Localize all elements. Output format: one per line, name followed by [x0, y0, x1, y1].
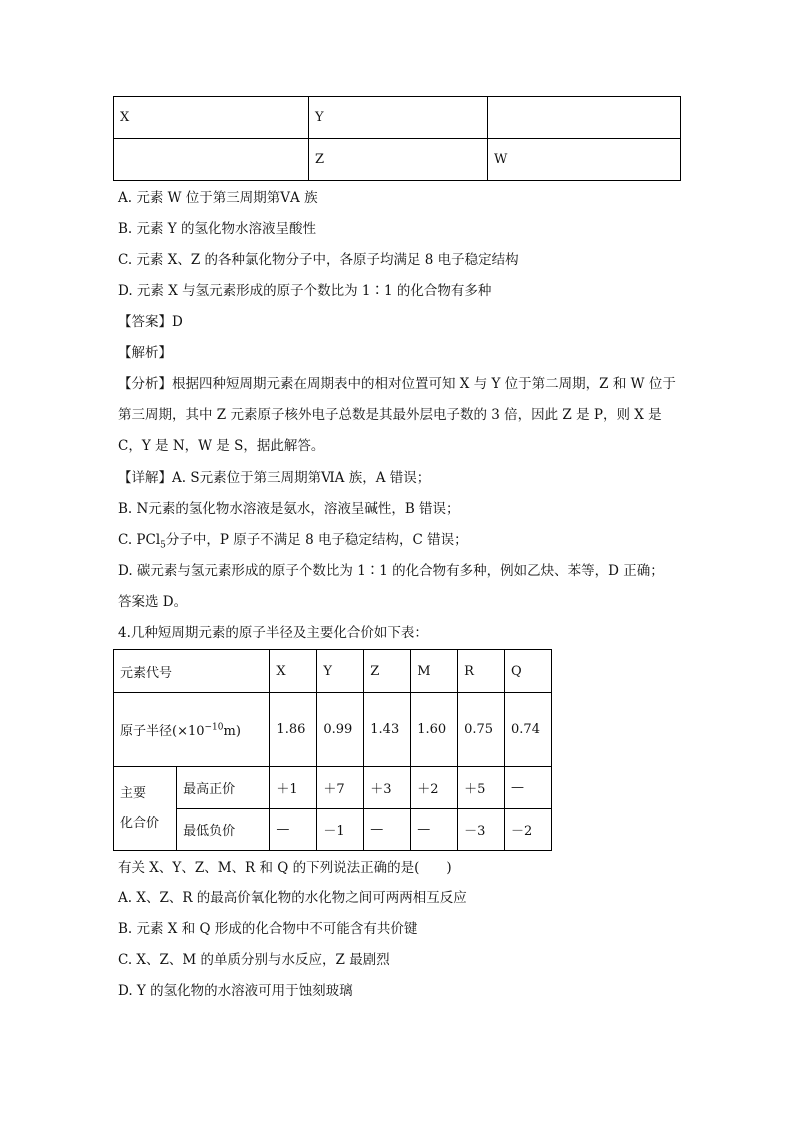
min-valence-label: 最低负价 — [177, 809, 270, 851]
q4-option-c: C. X、Z、M 的单质分别与水反应，Z 最剧烈 — [118, 952, 390, 968]
option-c: C. 元素 X、Z 的各种氯化物分子中，各原子均满足 8 电子稳定结构 — [118, 252, 519, 268]
question-4-stem: 4.几种短周期元素的原子半径及主要化合价如下表： — [118, 625, 428, 641]
table-cell: W — [488, 139, 681, 181]
table-cell: Z — [309, 139, 488, 181]
q4-option-b: B. 元素 X 和 Q 形成的化合物中不可能含有共价键 — [118, 921, 418, 937]
analysis-paragraph — [118, 369, 678, 462]
max-valence-value: ＋2 — [411, 767, 458, 809]
max-valence-value: ＋7 — [317, 767, 364, 809]
element-r: R — [458, 650, 505, 693]
table-row — [114, 767, 552, 809]
table-cell — [488, 97, 681, 139]
min-valence-value: — — [270, 809, 317, 851]
radius-value: 1.43 — [364, 693, 411, 767]
detail-c: C. PCl$_5$分子中，P 原子不满足 8 电子稳定结构，C 错误； — [118, 532, 468, 551]
table-cell — [114, 139, 309, 181]
radius-label: 原子半径$(\times 10^{-10}m)$ — [114, 693, 270, 767]
radius-value: 0.75 — [458, 693, 505, 767]
analysis-label: 【分析】 — [118, 376, 172, 392]
detail-b: B. N元素的氢化物水溶液是氨水，溶液呈碱性，B 错误； — [118, 501, 460, 517]
max-valence-value: — — [505, 767, 552, 809]
option-a: A. 元素 W 位于第三周期第ⅤA 族 — [118, 190, 318, 206]
element-data-table — [113, 649, 552, 851]
q4-option-a: A. X、Z、R 的最高价氧化物的水化物之间可两两相互反应 — [118, 890, 467, 906]
element-x: X — [270, 650, 317, 693]
analysis-text: 根据四种短周期元素在周期表中的相对位置可知 X 与 Y 位于第二周期，Z 和 W 位于第三周期，其中 Z 元素原子核外电子总数是其最外层电子数的 3 倍，因此 Z 是 P，则 X 是 C，Y 是 N，W 是 S，据此解答。 — [118, 376, 676, 454]
table-row — [114, 693, 552, 767]
min-valence-value: －1 — [317, 809, 364, 851]
q4-option-d: D. Y 的氢化物的水溶液可用于蚀刻玻璃 — [118, 983, 353, 999]
element-q: Q — [505, 650, 552, 693]
element-z: Z — [364, 650, 411, 693]
max-valence-value: ＋3 — [364, 767, 411, 809]
max-valence-label: 最高正价 — [177, 767, 270, 809]
option-d: D. 元素 X 与氢元素形成的原子个数比为 1∶1 的化合物有多种 — [118, 283, 492, 299]
table-row — [114, 809, 552, 851]
max-valence-value: ＋5 — [458, 767, 505, 809]
answer: 【答案】D — [118, 314, 183, 330]
min-valence-value: －2 — [505, 809, 552, 851]
radius-value: 0.74 — [505, 693, 552, 767]
radius-value: 1.86 — [270, 693, 317, 767]
detail-a: 【详解】A. S元素位于第三周期第ⅥA 族，A 错误； — [118, 470, 431, 486]
radius-value: 0.99 — [317, 693, 364, 767]
table-cell: Y — [309, 97, 488, 139]
element-y: Y — [317, 650, 364, 693]
table-cell: X — [114, 97, 309, 139]
table-row — [114, 650, 552, 693]
question-4-prompt: 有关 X、Y、Z、M、R 和 Q 的下列说法正确的是( ) — [118, 860, 452, 876]
valence-group-label: 主要 化合价 — [114, 767, 177, 851]
periodic-position-table — [113, 96, 681, 181]
element-m: M — [411, 650, 458, 693]
table-row — [114, 97, 681, 139]
radius-value: 1.60 — [411, 693, 458, 767]
min-valence-value: — — [364, 809, 411, 851]
detail-conclusion: 答案选 D。 — [118, 594, 188, 610]
detail-d: D. 碳元素与氢元素形成的原子个数比为 1∶1 的化合物有多种，例如乙炔、苯等，D 正确； — [118, 563, 664, 579]
table-row — [114, 139, 681, 181]
detail-label: 【详解】 — [118, 470, 172, 486]
min-valence-value: －3 — [458, 809, 505, 851]
min-valence-value: — — [411, 809, 458, 851]
option-b: B. 元素 Y 的氢化物水溶液呈酸性 — [118, 221, 316, 237]
max-valence-value: ＋1 — [270, 767, 317, 809]
header-label: 元素代号 — [114, 650, 270, 693]
analysis-heading: 【解析】 — [118, 345, 172, 361]
